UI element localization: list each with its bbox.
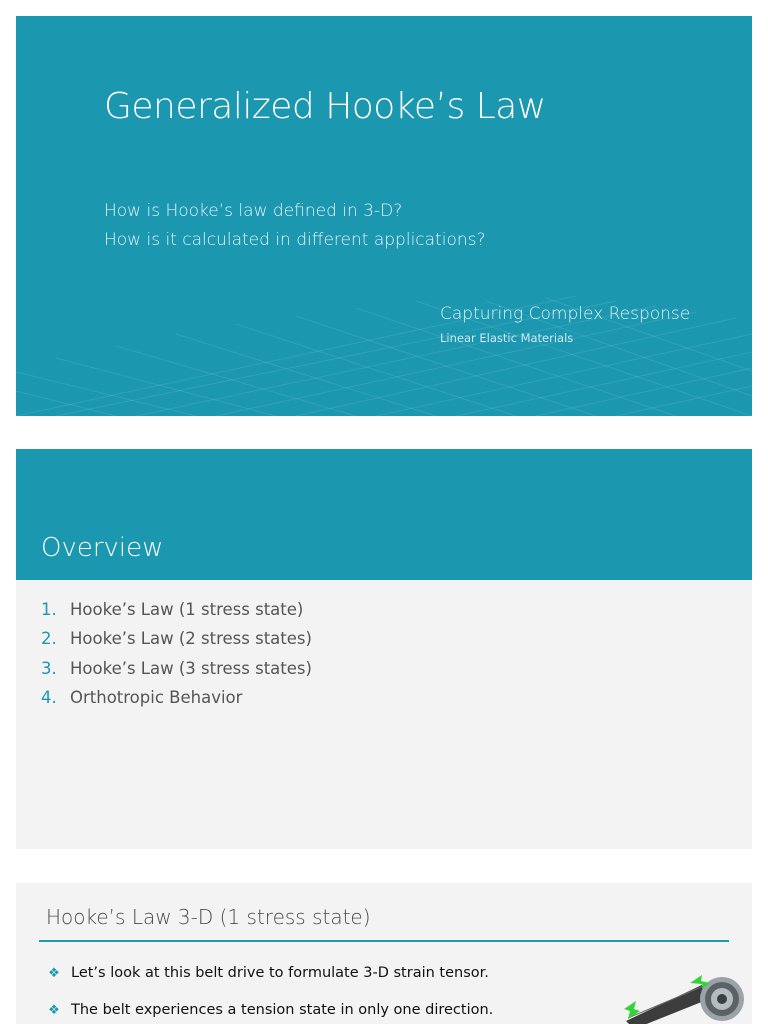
bullet-text: Let’s look at this belt drive to formulate 3-D strain tensor. xyxy=(71,965,489,981)
diamond-bullet-icon: ❖ xyxy=(48,965,60,981)
overview-list xyxy=(41,595,312,712)
question-2: How is it calculated in different applications? xyxy=(104,230,486,250)
question-1: How is Hooke’s law defined in 3-D? xyxy=(104,201,403,221)
title-slide xyxy=(16,16,752,416)
list-item xyxy=(41,624,312,653)
diamond-bullet-icon: ❖ xyxy=(48,1002,60,1018)
list-item-number: 1. xyxy=(41,600,57,620)
presentation-subtitle-small: Linear Elastic Materials xyxy=(440,331,574,345)
list-item-number: 2. xyxy=(41,629,57,649)
presentation-title: Generalized Hooke’s Law xyxy=(104,86,546,127)
presentation-subtitle: Capturing Complex Response xyxy=(440,304,691,324)
list-item-number: 3. xyxy=(41,658,57,678)
belt-drive-illustration xyxy=(606,971,746,1024)
list-item-text: Hooke’s Law (3 stress states) xyxy=(70,658,312,678)
slide-title: Overview xyxy=(41,533,164,563)
list-item-number: 4. xyxy=(41,688,57,708)
list-item xyxy=(41,683,312,712)
title-underline xyxy=(39,940,729,942)
list-item-text: Hooke’s Law (1 stress state) xyxy=(70,600,304,620)
bullet-item xyxy=(47,1002,493,1018)
overview-slide xyxy=(16,449,752,849)
list-item-text: Hooke’s Law (2 stress states) xyxy=(70,629,312,649)
bullet-item xyxy=(47,965,489,981)
hookes-law-1-stress-slide xyxy=(16,883,752,1024)
bullet-text: The belt experiences a tension state in only one direction. xyxy=(71,1002,494,1018)
slide-title: Hooke’s Law 3-D (1 stress state) xyxy=(46,905,371,929)
list-item xyxy=(41,654,312,683)
list-item-text: Orthotropic Behavior xyxy=(70,688,243,708)
list-item xyxy=(41,595,312,624)
